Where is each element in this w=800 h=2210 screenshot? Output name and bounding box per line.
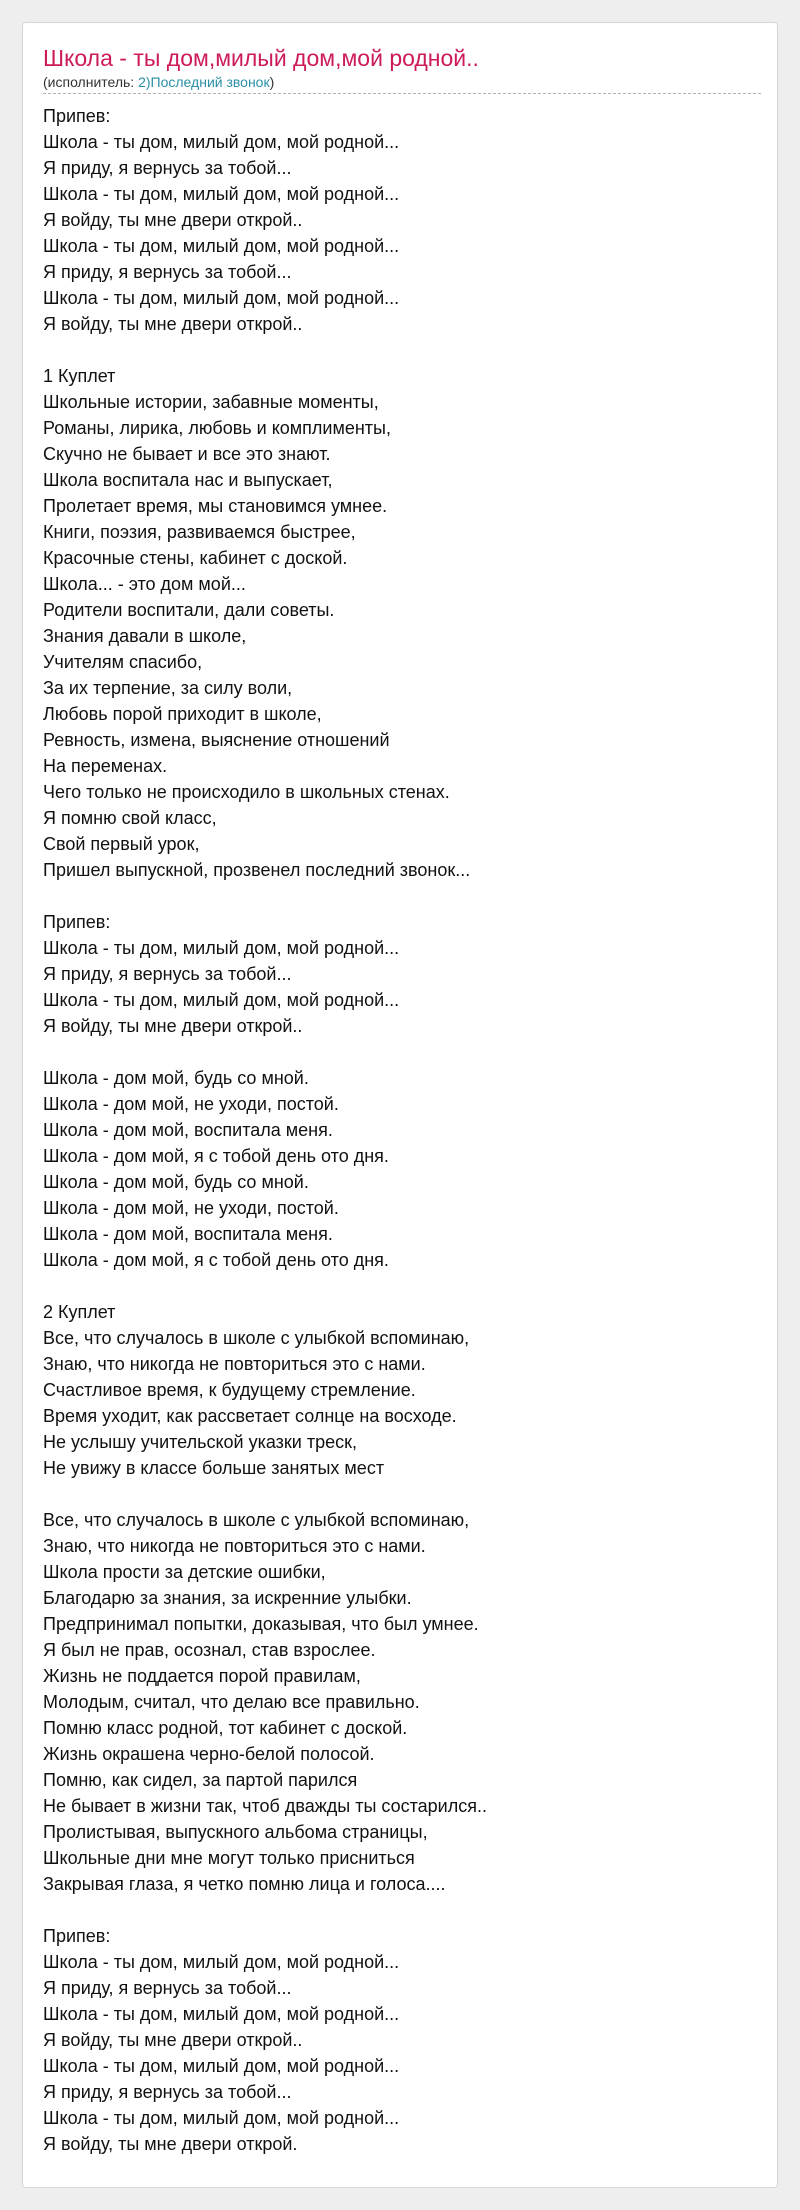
lyric-line: Школа воспитала нас и выпускает, [43, 470, 333, 490]
lyric-line: Не услышу учительской указки треск, [43, 1432, 358, 1452]
lyrics-text [43, 103, 761, 2157]
lyric-line: Школа - ты дом, милый дом, мой родной... [43, 184, 400, 204]
lyric-line: Пришел выпускной, прозвенел последний звонок... [43, 860, 471, 880]
stanza-break [43, 1481, 761, 1507]
lyric-line: Я приду, я вернусь за тобой... [43, 964, 292, 984]
artist-line [43, 73, 274, 91]
lyric-line: Все, что случалось в школе с улыбкой вспоминаю, [43, 1328, 470, 1348]
lyric-line: На переменах. [43, 756, 168, 776]
stanza-break [43, 1273, 761, 1299]
lyric-line: Жизнь окрашена черно-белой полосой. [43, 1744, 375, 1764]
lyric-line: Я приду, я вернусь за тобой... [43, 262, 292, 282]
lyric-line: Я войду, ты мне двери открой.. [43, 1016, 303, 1036]
lyric-line: Школа - ты дом, милый дом, мой родной... [43, 132, 400, 152]
lyric-line: Я был не прав, осознал, став взрослее. [43, 1640, 376, 1660]
artist-suffix: ) [269, 74, 275, 90]
lyric-line: Счастливое время, к будущему стремление. [43, 1380, 416, 1400]
lyric-line: Я приду, я вернусь за тобой... [43, 2082, 292, 2102]
lyric-line: Школа - ты дом, милый дом, мой родной... [43, 1952, 400, 1972]
lyric-line: Время уходит, как рассветает солнце на восходе. [43, 1406, 457, 1426]
lyric-line: Благодарю за знания, за искренние улыбки. [43, 1588, 412, 1608]
lyric-line: Я помню свой класс, [43, 808, 217, 828]
lyric-line: Не увижу в классе больше занятых мест [43, 1458, 385, 1478]
lyric-line: Я приду, я вернусь за тобой... [43, 1978, 292, 1998]
lyric-line: Школа - ты дом, милый дом, мой родной... [43, 2056, 400, 2076]
lyric-line: Пролистывая, выпускного альбома страницы, [43, 1822, 428, 1842]
lyric-line: Скучно не бывает и все это знают. [43, 444, 331, 464]
lyric-line: Школа - ты дом, милый дом, мой родной... [43, 2108, 400, 2128]
lyric-line: Я войду, ты мне двери открой.. [43, 2030, 303, 2050]
stanza-break [43, 1897, 761, 1923]
lyric-line: Школа - дом мой, воспитала меня. [43, 1120, 333, 1140]
lyric-line: Школьные истории, забавные моменты, [43, 392, 379, 412]
lyric-line: Школа - дом мой, будь со мной. [43, 1172, 309, 1192]
lyric-line: Не бывает в жизни так, чтоб дважды ты состарился.. [43, 1796, 487, 1816]
lyric-line: Школа прости за детские ошибки, [43, 1562, 326, 1582]
lyric-line: За их терпение, за силу воли, [43, 678, 293, 698]
lyric-line: Школа - ты дом, милый дом, мой родной... [43, 990, 400, 1010]
lyric-line: Школьные дни мне могут только присниться [43, 1848, 415, 1868]
artist-link[interactable]: 2)Последний звонок [138, 74, 270, 90]
lyric-line: Помню, как сидел, за партой парился [43, 1770, 358, 1790]
lyric-line: Школа - ты дом, милый дом, мой родной... [43, 288, 400, 308]
stanza-break [43, 1039, 761, 1065]
lyric-line: Знания давали в школе, [43, 626, 247, 646]
lyric-line: Романы, лирика, любовь и комплименты, [43, 418, 391, 438]
lyric-line: Я войду, ты мне двери открой.. [43, 314, 303, 334]
lyric-line: Я войду, ты мне двери открой. [43, 2134, 298, 2154]
lyric-line: Я приду, я вернусь за тобой... [43, 158, 292, 178]
lyric-line: Припев: [43, 106, 111, 126]
stanza-break [43, 337, 761, 363]
lyric-line: Школа - дом мой, не уходи, постой. [43, 1094, 339, 1114]
lyric-line: Любовь порой приходит в школе, [43, 704, 322, 724]
lyric-line: 1 Куплет [43, 366, 116, 386]
lyric-line: Школа - ты дом, милый дом, мой родной... [43, 938, 400, 958]
song-title: Школа - ты дом,милый дом,мой родной.. [43, 45, 479, 71]
lyric-line: Школа... - это дом мой... [43, 574, 246, 594]
lyric-line: Припев: [43, 1926, 111, 1946]
song-header [43, 43, 761, 94]
lyric-line: Знаю, что никогда не повториться это с нами. [43, 1354, 426, 1374]
lyrics-card [22, 22, 778, 2188]
artist-prefix: (исполнитель: [43, 74, 139, 90]
lyric-line: Родители воспитали, дали советы. [43, 600, 335, 620]
lyric-line: Учителям спасибо, [43, 652, 203, 672]
lyric-line: Чего только не происходило в школьных стенах. [43, 782, 450, 802]
lyric-line: Свой первый урок, [43, 834, 200, 854]
lyric-line: 2 Куплет [43, 1302, 116, 1322]
lyric-line: Школа - дом мой, не уходи, постой. [43, 1198, 339, 1218]
lyric-line: Школа - дом мой, я с тобой день ото дня. [43, 1146, 389, 1166]
lyric-line: Знаю, что никогда не повториться это с нами. [43, 1536, 426, 1556]
lyric-line: Школа - дом мой, я с тобой день ото дня. [43, 1250, 389, 1270]
lyric-line: Пролетает время, мы становимся умнее. [43, 496, 388, 516]
lyric-line: Припев: [43, 912, 111, 932]
lyric-line: Ревность, измена, выяснение отношений [43, 730, 390, 750]
lyric-line: Я войду, ты мне двери открой.. [43, 210, 303, 230]
lyric-line: Школа - ты дом, милый дом, мой родной... [43, 236, 400, 256]
lyric-line: Предпринимал попытки, доказывая, что был умнее. [43, 1614, 479, 1634]
lyric-line: Помню класс родной, тот кабинет с доской. [43, 1718, 408, 1738]
stanza-break [43, 883, 761, 909]
lyric-line: Школа - дом мой, будь со мной. [43, 1068, 309, 1088]
lyric-line: Школа - ты дом, милый дом, мой родной... [43, 2004, 400, 2024]
lyric-line: Красочные стены, кабинет с доской. [43, 548, 348, 568]
lyric-line: Школа - дом мой, воспитала меня. [43, 1224, 333, 1244]
lyric-line: Молодым, считал, что делаю все правильно. [43, 1692, 420, 1712]
lyric-line: Закрывая глаза, я четко помню лица и голоса.... [43, 1874, 446, 1894]
lyric-line: Все, что случалось в школе с улыбкой вспоминаю, [43, 1510, 470, 1530]
lyric-line: Жизнь не поддается порой правилам, [43, 1666, 361, 1686]
lyric-line: Книги, поэзия, развиваемся быстрее, [43, 522, 356, 542]
